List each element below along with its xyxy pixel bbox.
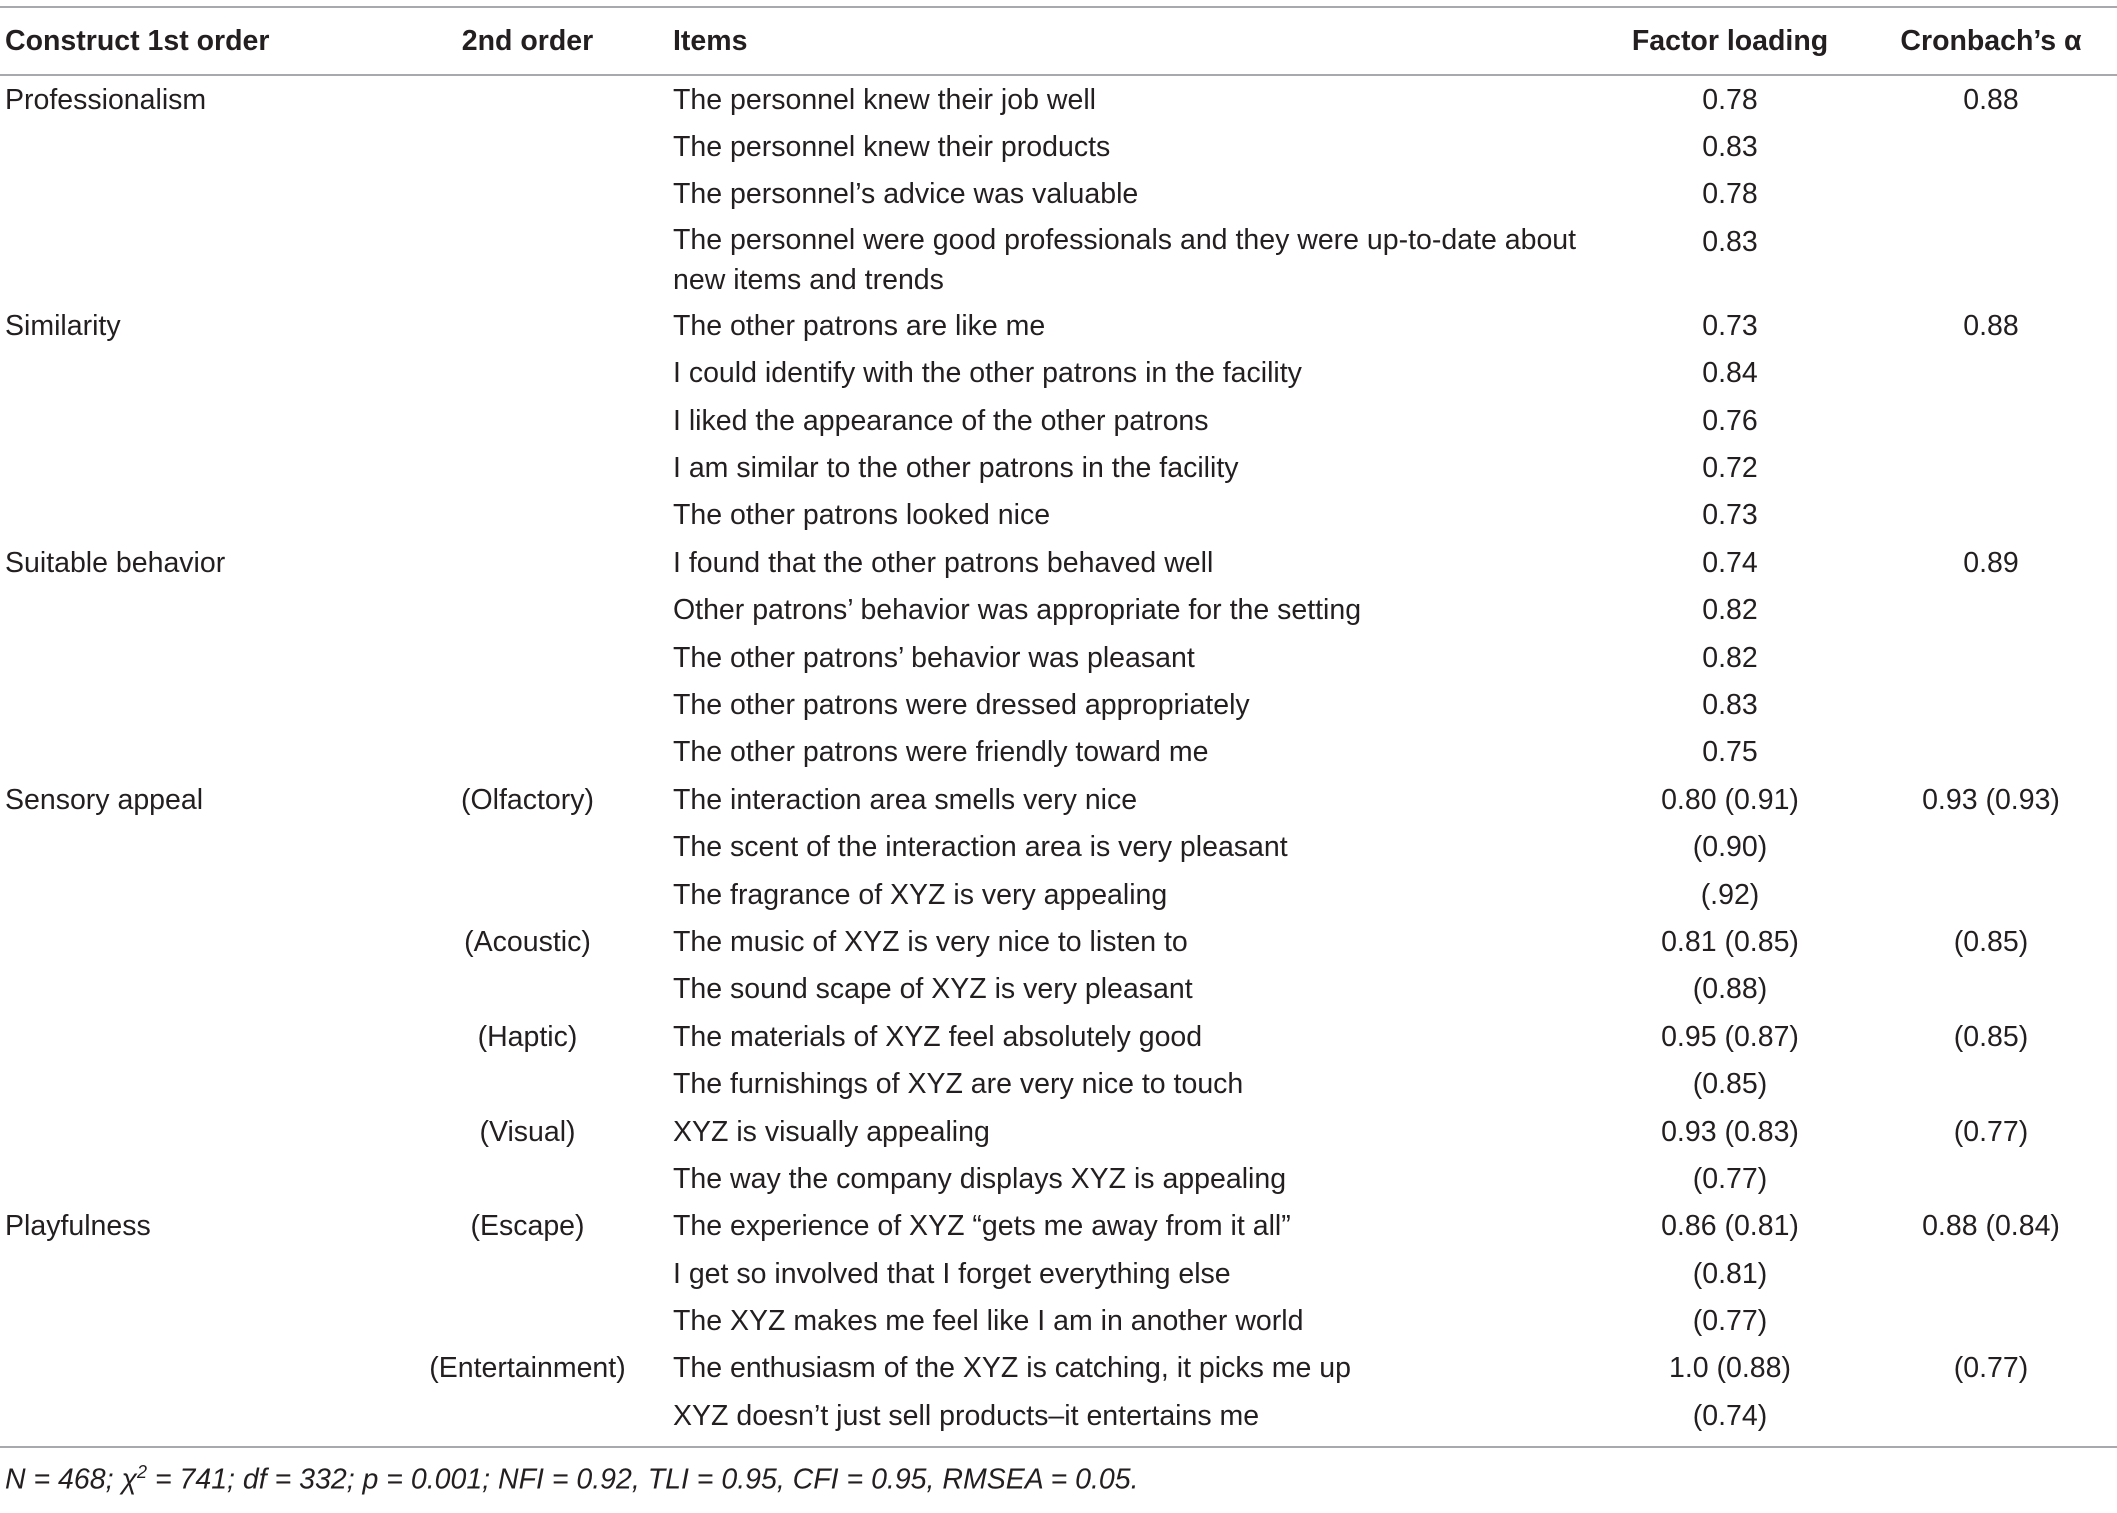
cell-second-order <box>390 218 665 302</box>
cell-factor-loading: 0.83 <box>1702 226 1758 259</box>
results-table <box>0 6 2117 1448</box>
table-body <box>0 75 2117 1447</box>
cell-cronbach-alpha <box>1865 492 2117 539</box>
cell-cronbach-alpha <box>1865 823 2117 870</box>
cell-cronbach-alpha <box>1865 350 2117 397</box>
cell-cronbach-alpha: 0.88 (0.84) <box>1922 1210 2060 1243</box>
cell-construct <box>0 218 390 302</box>
cell-item: I could identify with the other patrons in the facility <box>673 357 1302 390</box>
cell-cronbach-alpha <box>1865 1297 2117 1344</box>
cell-factor-loading: 0.83 <box>1702 131 1758 164</box>
cell-second-order <box>390 634 665 681</box>
cell-item: The XYZ makes me feel like I am in another world <box>673 1305 1304 1338</box>
cell-second-order: (Entertainment) <box>429 1352 626 1385</box>
table-row <box>0 1297 2117 1344</box>
table-row <box>0 776 2117 823</box>
cell-cronbach-alpha <box>1865 729 2117 776</box>
cell-item: I found that the other patrons behaved well <box>673 546 1214 579</box>
cell-factor-loading: (0.77) <box>1692 1305 1768 1338</box>
cell-item: The materials of XYZ feel absolutely good <box>673 1020 1203 1053</box>
table-row <box>0 681 2117 728</box>
cell-item: The other patrons looked nice <box>673 499 1051 532</box>
cell-construct <box>0 1345 390 1392</box>
cell-factor-loading: 0.81 (0.85) <box>1661 925 1799 958</box>
cell-item: XYZ doesn’t just sell products–it entertains me <box>665 1392 1595 1446</box>
cell-cronbach-alpha <box>1865 397 2117 444</box>
cell-second-order <box>390 823 665 870</box>
cell-construct: Sensory appeal <box>5 783 204 816</box>
cell-item: The other patrons are like me <box>673 309 1046 342</box>
table-row <box>0 966 2117 1013</box>
cell-construct <box>0 823 390 870</box>
cell-item: The interaction area smells very nice <box>673 783 1138 816</box>
cell-item: I liked the appearance of the other patrons <box>673 404 1209 437</box>
cell-construct <box>0 966 390 1013</box>
cell-cronbach-alpha <box>1865 1392 2117 1446</box>
cell-construct <box>0 1013 390 1060</box>
cell-item: The other patrons were dressed appropriately <box>673 688 1250 721</box>
cell-cronbach-alpha <box>1865 587 2117 634</box>
cell-factor-loading: 0.84 <box>1702 357 1758 390</box>
cell-item: The music of XYZ is very nice to listen to <box>673 925 1188 958</box>
cell-factor-loading: (0.88) <box>1692 973 1768 1006</box>
table-row <box>0 539 2117 586</box>
cell-construct <box>0 1250 390 1297</box>
table-row <box>0 171 2117 218</box>
cell-factor-loading: (0.77) <box>1692 1162 1768 1195</box>
cell-factor-loading: (0.85) <box>1692 1068 1768 1101</box>
cell-second-order <box>390 1297 665 1344</box>
cell-item: The furnishings of XYZ are very nice to touch <box>673 1068 1244 1101</box>
cell-item: I get so involved that I forget everything else <box>673 1257 1231 1290</box>
table-row <box>0 1060 2117 1107</box>
cell-item: The sound scape of XYZ is very pleasant <box>673 973 1193 1006</box>
cell-construct <box>0 1297 390 1344</box>
cell-construct <box>0 1108 390 1155</box>
cell-item: XYZ is visually appealing <box>673 1115 990 1148</box>
table-row <box>0 444 2117 491</box>
cell-cronbach-alpha: 0.89 <box>1963 546 2019 579</box>
table-row <box>0 918 2117 965</box>
cell-item: The way the company displays XYZ is appealing <box>673 1162 1287 1195</box>
table-row <box>0 587 2117 634</box>
cell-factor-loading: 0.75 <box>1702 736 1758 769</box>
cell-item: The other patrons were friendly toward me <box>673 736 1209 769</box>
cell-construct <box>0 681 390 728</box>
cell-factor-loading: (.92) <box>1700 878 1760 911</box>
table-row <box>0 75 2117 123</box>
cell-cronbach-alpha <box>1865 966 2117 1013</box>
cell-cronbach-alpha <box>1865 871 2117 918</box>
table-header-row <box>0 7 2117 75</box>
table-row <box>0 218 2117 302</box>
cell-factor-loading: 0.72 <box>1702 452 1758 485</box>
cell-construct <box>0 729 390 776</box>
table-row <box>0 1203 2117 1250</box>
cell-item: The other patrons’ behavior was pleasant <box>673 641 1195 674</box>
cell-factor-loading: 0.76 <box>1702 404 1758 437</box>
cell-second-order <box>390 871 665 918</box>
cell-cronbach-alpha <box>1865 1060 2117 1107</box>
cell-factor-loading: 0.78 <box>1702 83 1758 116</box>
footnote-text-end: = 741; df = 332; p = 0.001; NFI = 0.92, TLI = 0.95, CFI = 0.95, RMSEA = 0.05. <box>147 1463 1139 1496</box>
cell-factor-loading: (0.74) <box>1595 1392 1865 1446</box>
cell-item: The personnel’s advice was valuable <box>673 178 1139 211</box>
cell-cronbach-alpha <box>1865 123 2117 170</box>
table-row <box>0 871 2117 918</box>
cell-cronbach-alpha <box>1865 1155 2117 1202</box>
cell-item: The fragrance of XYZ is very appealing <box>673 878 1168 911</box>
cell-factor-loading: 0.83 <box>1702 688 1758 721</box>
cell-second-order <box>390 350 665 397</box>
header-second-order: 2nd order <box>390 7 665 75</box>
cell-second-order <box>390 1392 665 1446</box>
cell-second-order <box>390 171 665 218</box>
table-row <box>0 123 2117 170</box>
cell-cronbach-alpha <box>1865 444 2117 491</box>
cell-construct <box>0 918 390 965</box>
cell-second-order: (Olfactory) <box>460 783 594 816</box>
cell-factor-loading: 0.73 <box>1702 499 1758 532</box>
cell-cronbach-alpha <box>1865 1250 2117 1297</box>
cell-construct: Professionalism <box>5 83 207 116</box>
cell-construct <box>0 1392 390 1446</box>
cell-item: I am similar to the other patrons in the facility <box>673 452 1239 485</box>
table-row <box>0 1250 2117 1297</box>
footnote-text-start: N = 468; χ <box>5 1463 138 1496</box>
cell-construct: Suitable behavior <box>5 546 226 579</box>
cell-cronbach-alpha: 0.93 (0.93) <box>1922 783 2060 816</box>
cell-second-order <box>390 681 665 728</box>
header-factor-loading: Factor loading <box>1595 7 1865 75</box>
cell-second-order <box>390 587 665 634</box>
cell-cronbach-alpha: 0.88 <box>1963 83 2019 116</box>
cell-construct: Similarity <box>5 309 121 342</box>
table-row <box>0 1155 2117 1202</box>
cell-item: Other patrons’ behavior was appropriate for the setting <box>673 594 1362 627</box>
cell-second-order <box>390 444 665 491</box>
cell-cronbach-alpha: (0.77) <box>1953 1352 2029 1385</box>
cell-item: The enthusiasm of the XYZ is catching, it picks me up <box>673 1352 1351 1385</box>
cell-construct <box>0 871 390 918</box>
footnote-superscript: 2 <box>137 1462 148 1482</box>
cell-construct: Playfulness <box>5 1210 151 1243</box>
cell-item: The personnel knew their products <box>673 131 1111 164</box>
cell-factor-loading: 0.95 (0.87) <box>1661 1020 1799 1053</box>
cell-item: The scent of the interaction area is very pleasant <box>673 831 1288 864</box>
cell-item: The personnel knew their job well <box>673 83 1096 116</box>
cell-factor-loading: 0.73 <box>1702 309 1758 342</box>
cell-second-order <box>390 966 665 1013</box>
cell-second-order: (Acoustic) <box>464 925 591 958</box>
cell-cronbach-alpha: (0.77) <box>1953 1115 2029 1148</box>
cell-construct <box>0 171 390 218</box>
cell-construct <box>0 492 390 539</box>
table-row <box>0 823 2117 870</box>
cell-factor-loading: 0.78 <box>1702 178 1758 211</box>
cell-cronbach-alpha: (0.85) <box>1953 925 2029 958</box>
cell-second-order <box>390 75 665 123</box>
cell-construct <box>0 1155 390 1202</box>
cell-factor-loading: 0.82 <box>1702 641 1758 674</box>
cell-cronbach-alpha: (0.85) <box>1953 1020 2029 1053</box>
cell-factor-loading: 0.86 (0.81) <box>1661 1210 1799 1243</box>
table-row <box>0 350 2117 397</box>
cell-second-order <box>390 1060 665 1107</box>
cell-construct <box>0 634 390 681</box>
cell-factor-loading: 0.82 <box>1702 594 1758 627</box>
cell-cronbach-alpha <box>1865 218 2117 302</box>
table-row <box>0 634 2117 681</box>
cell-cronbach-alpha: 0.88 <box>1963 309 2019 342</box>
table-row <box>0 1345 2117 1392</box>
cell-construct <box>0 444 390 491</box>
cell-factor-loading: (0.90) <box>1692 831 1768 864</box>
cell-factor-loading: (0.81) <box>1692 1257 1768 1290</box>
cell-construct <box>0 587 390 634</box>
table-row <box>0 397 2117 444</box>
cell-factor-loading: 0.80 (0.91) <box>1661 783 1799 816</box>
cell-cronbach-alpha <box>1865 681 2117 728</box>
header-items: Items <box>665 7 1595 75</box>
table-footnote <box>5 1462 1139 1497</box>
cell-second-order <box>390 302 665 349</box>
cell-second-order <box>390 539 665 586</box>
cell-cronbach-alpha <box>1865 171 2117 218</box>
cell-construct <box>0 397 390 444</box>
cell-cronbach-alpha <box>1865 634 2117 681</box>
cell-second-order: (Escape) <box>470 1210 585 1243</box>
cell-item: The experience of XYZ “gets me away from it all” <box>673 1210 1291 1243</box>
cell-second-order <box>390 1155 665 1202</box>
cell-item: The personnel were good professionals and they were up-to-date about new items and trends <box>673 224 1577 297</box>
table-row <box>0 1013 2117 1060</box>
cell-second-order <box>390 729 665 776</box>
cell-construct <box>0 123 390 170</box>
cell-construct <box>0 1060 390 1107</box>
table-row <box>0 1108 2117 1155</box>
cell-second-order <box>390 123 665 170</box>
header-cronbach-alpha: Cronbach’s α <box>1865 7 2117 75</box>
cell-construct <box>0 350 390 397</box>
cell-second-order: (Visual) <box>479 1115 576 1148</box>
cell-second-order <box>390 397 665 444</box>
cell-second-order <box>390 1250 665 1297</box>
header-construct: Construct 1st order <box>0 7 390 75</box>
table-row <box>0 1392 2117 1446</box>
table-row <box>0 492 2117 539</box>
cell-factor-loading: 0.74 <box>1702 546 1758 579</box>
cell-factor-loading: 1.0 (0.88) <box>1669 1352 1791 1385</box>
cell-second-order <box>390 492 665 539</box>
cell-factor-loading: 0.93 (0.83) <box>1661 1115 1799 1148</box>
cell-second-order: (Haptic) <box>477 1020 578 1053</box>
table-row <box>0 302 2117 349</box>
table-row <box>0 729 2117 776</box>
